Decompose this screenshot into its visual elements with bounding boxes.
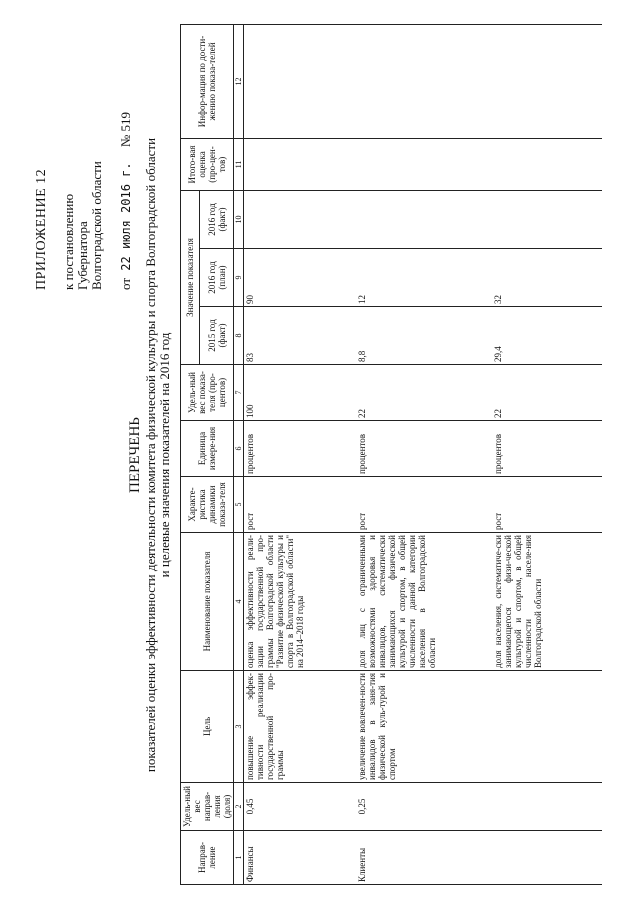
cell-dynamics: рост [356,477,492,533]
header-2015-fact: 2015 год (факт) [200,307,234,365]
cell-direction: Финансы [244,831,356,885]
cell-2016-plan: 12 [356,249,492,307]
cell-2016-fact [356,190,492,248]
header-indicator-name: Наименование показателя [181,533,234,671]
header-weight-direction: Удель-ный вес направ-ления (доля) [181,783,234,831]
table-row [356,24,492,884]
appendix-line-1: к постановлению [61,193,76,290]
cell-final-score [356,138,492,190]
table-row [244,24,356,884]
cell-2015-fact: 83 [244,307,356,365]
cell-2015-fact: 8,8 [356,307,492,365]
cell-weight: 0,45 [244,783,356,831]
column-number: 6 [234,421,244,477]
cell-unit: процентов [356,421,492,477]
header-info: Инфор-мация по дости-жению показа-телей [181,24,234,138]
table-row [492,24,602,884]
header-values-group: Значение показателя [181,190,200,364]
date-prefix: от [118,277,133,290]
header-dynamics: Характе-ристика динамики показа-теля [181,477,234,533]
header-2016-plan: 2016 год (план) [200,249,234,307]
cell-info [244,24,356,138]
column-number: 1 [234,831,244,885]
cell-final-score [244,138,356,190]
cell-weight [492,783,602,831]
column-number: 7 [234,365,244,421]
column-number: 12 [234,24,244,138]
document-number: № 519 [118,111,133,148]
cell-weight-indicator: 22 [356,365,492,421]
cell-weight: 0,25 [356,783,492,831]
cell-2015-fact: 29,4 [492,307,602,365]
heading-line-2: и целевые значения показателей на 2016 год [157,332,172,578]
column-number: 3 [234,671,244,783]
column-number: 10 [234,190,244,248]
column-number: 9 [234,249,244,307]
cell-weight-indicator: 22 [492,365,602,421]
rotated-document-page [20,25,620,885]
cell-2016-fact [492,190,602,248]
column-number: 4 [234,533,244,671]
cell-goal: увеличение вовлечен-ности инвалидов в заня-тия физической куль-турой и спортом [356,671,492,783]
cell-final-score [492,138,602,190]
header-unit: Единица измере-ния [181,421,234,477]
column-number: 2 [234,783,244,831]
cell-info [492,24,602,138]
column-number: 11 [234,138,244,190]
column-number: 8 [234,307,244,365]
indicators-table [180,24,602,885]
cell-dynamics: рост [244,477,356,533]
cell-2016-plan: 32 [492,249,602,307]
cell-indicator: оценка эффективности реали-зации государственной про-граммы Волгоградской области "Развитие физической культуры и спорта в Волгоградской области" на 2014–2018 годы [244,533,356,671]
cell-2016-plan: 90 [244,249,356,307]
header-final-score: Итого-вая оценка (про-цен-тов) [181,138,234,190]
cell-goal [492,671,602,783]
appendix-title: ПРИЛОЖЕНИЕ 12 [34,168,49,290]
document-heading [128,25,172,885]
cell-dynamics: рост [492,477,602,533]
cell-indicator: доля населения, систематиче-ски занимающегося физи-ческой культурой и спортом, в общей численности населе-ния Волгоградской области [492,533,602,671]
cell-2016-fact [244,190,356,248]
header-direction: Направ-ление [181,831,234,885]
cell-direction: Клиенты [356,831,492,885]
cell-direction [492,831,602,885]
appendix-line-3: Волгоградской области [89,161,104,290]
cell-unit: процентов [244,421,356,477]
cell-goal: повышение эффек-тивности реализации государственной про-граммы [244,671,356,783]
header-weight-indicator: Удель-ный вес показа-теля (про-центов) [181,365,234,421]
cell-info [356,24,492,138]
appendix-line-2: Губернатора [75,221,90,290]
cell-indicator: доля лиц с ограниченными возможностями здоровья и инвалидов, систематически занимающихся физической культурой и спортом, в общей численности данной категории населения в Волгоградской области [356,533,492,671]
heading-title: ПЕРЕЧЕНЬ [127,417,143,493]
cell-weight-indicator: 100 [244,365,356,421]
column-numbers-row [234,24,244,884]
column-number: 5 [234,477,244,533]
heading-line-1: показателей оценки эффективности деятельности комитета физической культуры и спорта Волгоградской области [143,137,158,773]
cell-unit: процентов [492,421,602,477]
appendix-block [34,50,134,290]
header-goal: Цель [181,671,234,783]
date-value: 22 июля 2016 г. [119,162,133,271]
header-2016-fact: 2016 год (факт) [200,190,234,248]
